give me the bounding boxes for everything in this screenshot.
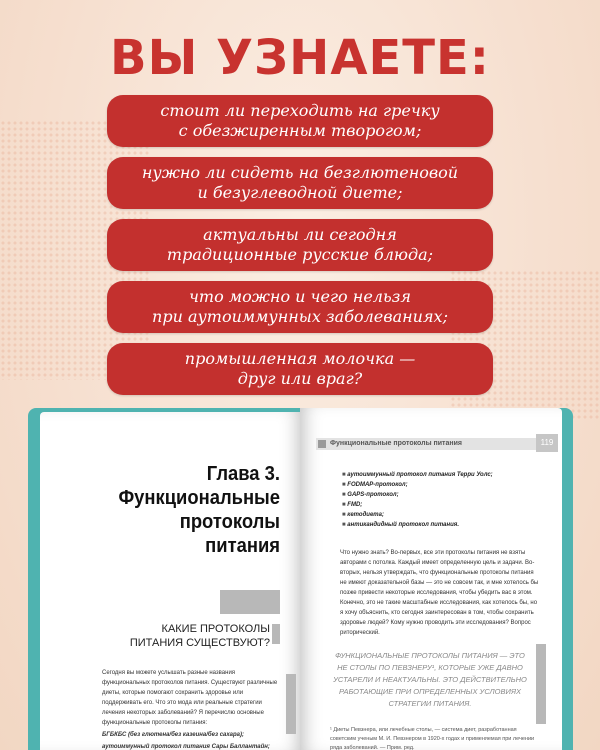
decor-block xyxy=(220,590,280,614)
decor-side-bar xyxy=(286,674,296,734)
left-page xyxy=(40,412,302,750)
left-list-item: БГБКБС (без глютена/без казеина/без сахара); xyxy=(102,732,244,738)
point-pill: что можно и чего нельзя при аутоиммунных заболеваниях; xyxy=(107,281,493,333)
running-head: Функциональные протоколы питания xyxy=(316,438,536,450)
decor-bar xyxy=(272,624,280,644)
right-page xyxy=(300,408,562,750)
list-item: ■ аутоиммунный протокол питания Терри Уолс; xyxy=(342,470,532,480)
list-item: ■ GAPS-протокол; xyxy=(342,490,532,500)
section-subtitle: КАКИЕ ПРОТОКОЛЫ ПИТАНИЯ СУЩЕСТВУЮТ? xyxy=(129,623,270,649)
page-heading: ВЫ УЗНАЕТЕ: xyxy=(110,30,490,86)
pull-quote: ФУНКЦИОНАЛЬНЫЕ ПРОТОКОЛЫ ПИТАНИЯ — ЭТО НЕ СТОЛЫ ПО ПЕВЗНЕРУ¹, КОТОРЫЕ УЖЕ ДАВНО УСТАРЕЛИ И НЕАКТУАЛЬНЫ. ЭТО ДЕЙСТВИТЕЛЬНО РАБОТАЮЩИЕ ПРИ ОПРЕДЕЛЕННЫХ УСЛОВИЯХ СТРАТЕГИИ ПИТАНИЯ. xyxy=(333,651,527,708)
chapter-title: Глава 3. Функциональные протоколы питания xyxy=(118,463,280,557)
list-item: ■ FODMAP-протокол; xyxy=(342,480,532,490)
left-list-item: аутоиммунный протокол питания Сары Баллантайн; xyxy=(102,744,270,750)
footnote: ¹ Диеты Певзнера, или лечебные столы, — система диет, разработанная советским ученым М. И. Певзнером в 1920-х годах и применяемая при лечении ряда заболеваний. — Прим. ред. xyxy=(330,727,535,750)
list-item: ■ кетодиета; xyxy=(342,510,532,520)
decor-bar xyxy=(536,644,546,724)
page-number: 119 xyxy=(536,434,558,452)
point-pill: промышленная молочка — друг или враг? xyxy=(107,343,493,395)
protocol-list xyxy=(342,470,532,530)
point-pill: стоит ли переходить на гречку с обезжиренным творогом; xyxy=(107,95,493,147)
left-paragraph: Сегодня вы можете услышать разные названия функциональных протоколов питания. Существуют различные диеты, которые помогают сохранить здоровье или поддерживать его. Что это мода или реальные стратегии лечения некоторых заболеваний? Я перечислю основные функциональные протоколы питания: xyxy=(102,670,278,726)
point-pill: актуальны ли сегодня традиционные русские блюда; xyxy=(107,219,493,271)
point-pill: нужно ли сидеть на безглютеновой и безуглеводной диете; xyxy=(107,157,493,209)
list-item: ■ антикандидный протокол питания. xyxy=(342,520,532,530)
points-list xyxy=(107,95,493,405)
list-item: ■ FMD; xyxy=(342,500,532,510)
right-body: Что нужно знать? Во-первых, все эти протоколы питания не взяты авторами с потолка. Каждый имеет определенную цель и задачи. Во-вторых, нельзя утверждать, что функциональные протоколы питания не имеют доказательной базы — это не совсем так, и мне хотелось бы позже привести некоторые исследования, чтобы убедить вас в этом. Конечно, это не такие масштабные исследования, как хотелось бы, но я хочу объяснить, кто сегодня заинтересован в том, чтобы сохранить здоровье людей? Кому нужно проводить эти исследования? Вопрос риторический. xyxy=(340,550,539,636)
book-spread xyxy=(28,404,573,750)
left-body xyxy=(102,668,282,750)
